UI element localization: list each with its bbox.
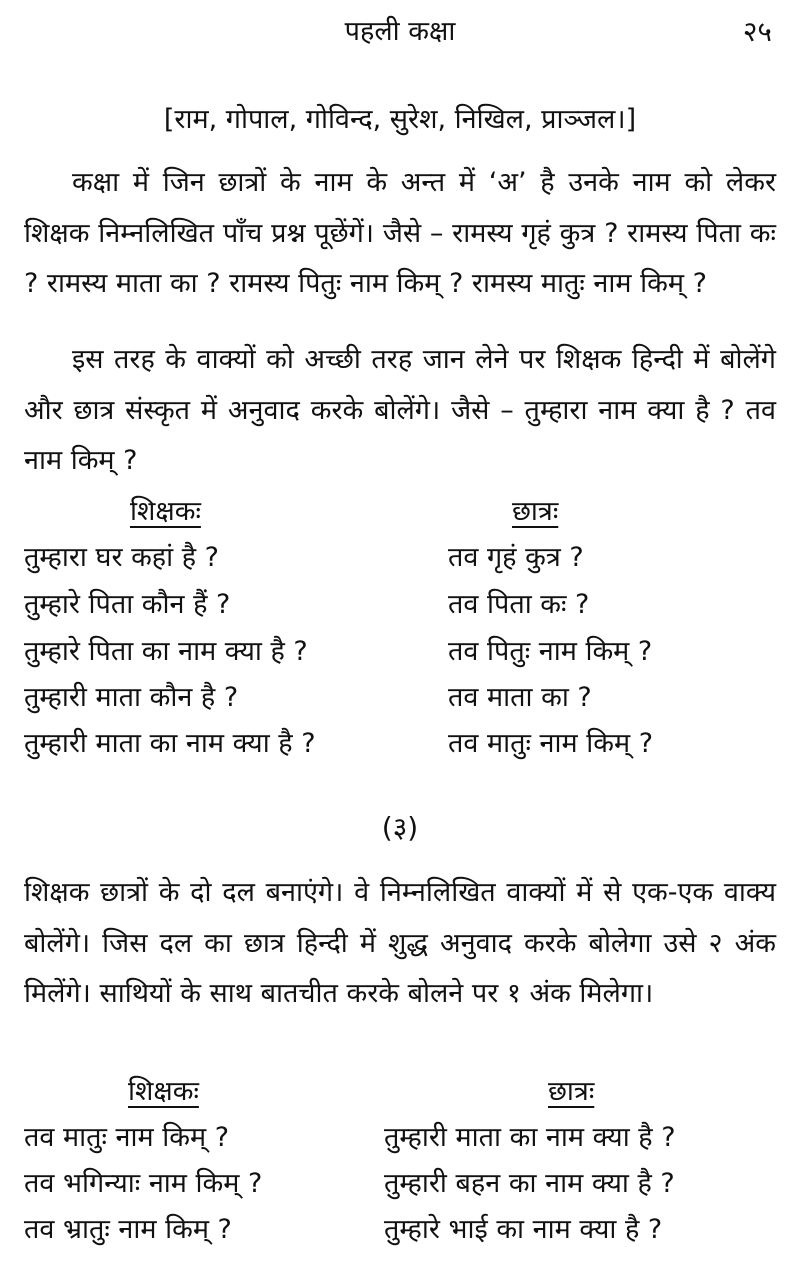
- table2-row-2-teacher: तव भगिन्याः नाम किम् ?: [24, 1168, 263, 1199]
- paragraph-3-text: शिक्षक छात्रों के दो दल बनाएंगे। वे निम्नलिखित वाक्यों में से एक-एक वाक्य बोलेंगे। जिस दल का छात्र हिन्दी में शुद्ध अनुवाद करके बोलेगा उसे २ अंक मिलेंगे। साथियों के साथ बातचीत करके बोलने पर १ अंक मिलेगा।: [24, 877, 776, 1009]
- section-number: (३): [381, 811, 419, 844]
- table1-row-2-student: तव पिता कः ?: [448, 589, 590, 620]
- table2-teacher-header: शिक्षकः: [128, 1076, 199, 1107]
- page-number: २५: [742, 15, 772, 48]
- table1-row-4-student: तव माता का ?: [448, 682, 592, 713]
- paragraph-1-text: कक्षा में जिन छात्रों के नाम के अन्त में ‘अ’ है उनके नाम को लेकर शिक्षक निम्नलिखित पाँच प्रश्न पूछेंगें। जैसे – रामस्य गृहं कुत्र ? रामस्य पिता कः ? रामस्य माता का ? रामस्य पितुः नाम किम् ? रामस्य मातुः नाम किम् ?: [24, 167, 776, 299]
- table1-row-5-student: तव मातुः नाम किम् ?: [448, 728, 654, 759]
- table1-row-5-teacher: तुम्हारी माता का नाम क्या है ?: [24, 728, 316, 759]
- table2-row-1-student: तुम्हारी माता का नाम क्या है ?: [384, 1122, 676, 1153]
- name-list: [राम, गोपाल, गोविन्द, सुरेश, निखिल, प्राञ्जल।]: [163, 104, 637, 135]
- table2-student-header: छात्रः: [548, 1076, 595, 1107]
- table1-row-4-teacher: तुम्हारी माता कौन है ?: [24, 682, 239, 713]
- table1-student-header: छात्रः: [512, 496, 559, 527]
- table2-row-2-student: तुम्हारी बहन का नाम क्या है ?: [384, 1168, 675, 1199]
- paragraph-2: [24, 335, 776, 487]
- table2-row-3-teacher: तव भ्रातुः नाम किम् ?: [24, 1214, 232, 1245]
- table1-row-3-teacher: तुम्हारे पिता का नाम क्या है ?: [24, 636, 308, 667]
- table1-row-1-teacher: तुम्हारा घर कहां है ?: [24, 542, 219, 573]
- paragraph-1: [24, 158, 776, 310]
- page-header-title: पहली कक्षा: [344, 16, 456, 47]
- table1-row-1-student: तव गृहं कुत्र ?: [448, 542, 584, 573]
- paragraph-2-text: इस तरह के वाक्यों को अच्छी तरह जान लेने पर शिक्षक हिन्दी में बोलेंगे और छात्र संस्कृत में अनुवाद करके बोलेंगे। जैसे – तुम्हारा नाम क्या है ? तव नाम किम् ?: [24, 344, 776, 476]
- table1-row-2-teacher: तुम्हारे पिता कौन हैं ?: [24, 589, 231, 620]
- table2-row-3-student: तुम्हारे भाई का नाम क्या है ?: [384, 1214, 663, 1245]
- table1-teacher-header: शिक्षकः: [130, 496, 201, 527]
- table1-row-3-student: तव पितुः नाम किम् ?: [448, 636, 653, 667]
- paragraph-3: [24, 868, 776, 1020]
- table2-row-1-teacher: तव मातुः नाम किम् ?: [24, 1122, 230, 1153]
